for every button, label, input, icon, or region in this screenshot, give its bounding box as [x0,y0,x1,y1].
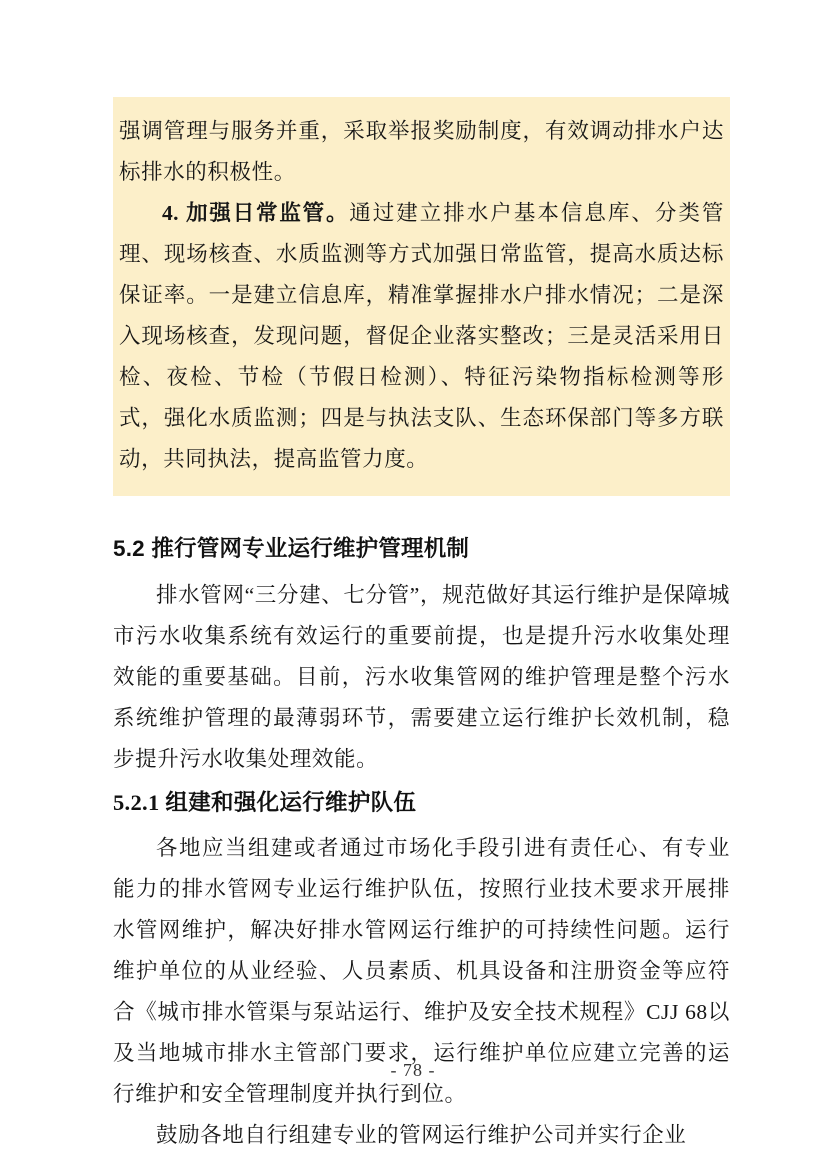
highlight-item-4-bold-lead: 4. 加强日常监管。 [162,201,350,225]
paragraph-section-5-2-1-first: 各地应当组建或者通过市场化手段引进有责任心、有专业能力的排水管网专业运行维护队伍，按照行业技术要求开展排水管网维护，解决好排水管网运行维护的可持续性问题。运行维护单位的从业经验、人员素质、机具设备和注册资金等应符合《城市排水管渠与泵站运行、维护及安全技术规程》CJJ 68以及当地城市排水主管部门要求，运行维护单位应建立完善的运行维护和安全管理制度并执行到位。 [113,836,730,1106]
paragraph-section-5-2-1-second: 鼓励各地自行组建专业的管网运行维护公司并实行企业 [156,1123,687,1147]
highlight-item-4-body: 通过建立排水户基本信息库、分类管理、现场核查、水质监测等方式加强日常监管，提高水质达标保证率。一是建立信息库，精准掌握排水户排水情况；二是深入现场核查，发现问题，督促企业落实整改；三是灵活采用日检、夜检、节检（节假日检测）、特征污染物指标检测等形式，强化水质监测；四是与执法支队、生态环保部门等多方联动，共同执法，提高监管力度。 [119,201,724,471]
heading-section-5-2: 5.2 推行管网专业运行维护管理机制 [113,536,470,561]
spacer-after-highlight [113,496,730,532]
paragraph-section-5-2: 排水管网“三分建、七分管”，规范做好其运行维护是保障城市污水收集系统有效运行的重要前提，也是提升污水收集处理效能的重要基础。目前，污水收集管网的维护管理是整个污水系统维护管理的最薄弱环节，需要建立运行维护长效机制，稳步提升污水收集处理效能。 [113,583,730,771]
highlighted-callout-block [113,97,730,496]
highlight-continued-paragraph: 强调管理与服务并重，采取举报奖励制度，有效调动排水户达标排水的积极性。 [119,119,724,184]
highlight-item-4-paragraph [119,193,724,480]
page-number-footer: - 78 - [390,1060,436,1080]
spacer-after-heading-5-2-1 [113,820,730,828]
heading-section-5-2-1: 5.2.1 组建和强化运行维护队伍 [113,790,417,815]
document-content-column [113,0,730,1156]
spacer-after-heading-5-2 [113,566,730,575]
